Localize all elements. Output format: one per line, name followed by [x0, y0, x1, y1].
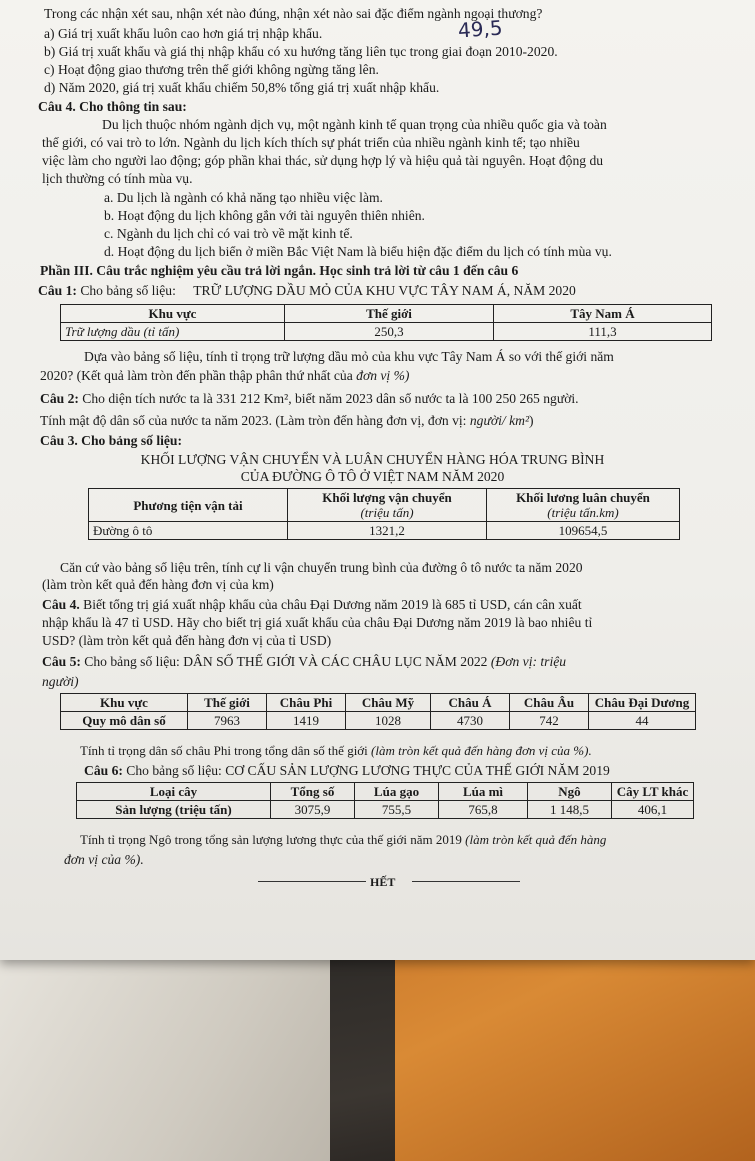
c4-lead: Câu 4. — [42, 597, 80, 612]
c3-header-turnover — [487, 489, 680, 522]
c5-question-a: Tính tỉ trọng dân số châu Phi trong tổng dân số thế giới — [80, 743, 372, 758]
q3-option-c: c) Hoạt động giao thương trên thế giới không ngừng tăng lên. — [44, 62, 379, 77]
c6-header-other: Cây LT khác — [612, 783, 694, 801]
c3-value-turnover: 109654,5 — [487, 522, 680, 540]
c3-row-label: Đường ô tô — [89, 522, 288, 540]
q3-option-b: b) Giá trị xuất khẩu và giá thị nhập khẩu có xu hướng tăng liên tục trong giai đoạn 2010-2020. — [44, 44, 558, 59]
q4-option-c: c. Ngành du lịch chỉ có vai trò về mặt kinh tế. — [104, 226, 353, 241]
q4-option-b: b. Hoạt động du lịch không gắn với tài nguyên thiên nhiên. — [104, 208, 425, 223]
c5-value-europe: 742 — [510, 712, 589, 730]
c1-lead: Câu 1: — [38, 283, 77, 298]
c6-header-corn: Ngô — [528, 783, 612, 801]
c3-header-turnover-unit: (triệu tấn.km) — [547, 505, 619, 520]
q4-option-d: d. Hoạt động du lịch biển ở miền Bắc Việt Nam là biểu hiện đặc điểm du lịch có tính mùa vụ. — [104, 244, 612, 259]
c1-prompt: Cho bảng số liệu: — [80, 283, 176, 298]
c5-row-label: Quy mô dân số — [61, 712, 188, 730]
q4-text-2: thế giới, có vai trò to lớn. Ngành du lịch kích thích sự phát triển của nhiều ngành kinh tế; tạo nhiều — [42, 135, 580, 150]
q4-text-1: Du lịch thuộc nhóm ngành dịch vụ, một ngành kinh tế quan trọng của nhiều quốc gia và toàn — [102, 117, 607, 132]
q4-option-a: a. Du lịch là ngành có khả năng tạo nhiều việc làm. — [104, 190, 383, 205]
q3-option-a: a) Giá trị xuất khẩu luôn cao hơn giá trị nhập khẩu. — [44, 26, 323, 41]
c1-header-region: Khu vực — [61, 305, 285, 323]
end-marker: HẾT — [370, 875, 396, 889]
c6-header-rice: Lúa gạo — [355, 783, 439, 801]
c6-lead: Câu 6: — [84, 763, 123, 778]
c5-table — [60, 693, 696, 730]
c2-line-2 — [40, 413, 534, 429]
q4-text-3: việc làm cho người lao động; góp phần khai thác, sử dụng hợp lý và hiệu quả tài nguyên. Hoạt động du — [42, 153, 604, 168]
q3-option-d: d) Năm 2020, giá trị xuất khẩu chiếm 50,8% tổng giá trị xuất nhập khẩu. — [44, 80, 440, 95]
c5-unit-2: người) — [42, 674, 79, 689]
c2-text-2a: Tính mật độ dân số của nước ta năm 2023. (Làm tròn đến hàng đơn vị, đơn vị: — [40, 413, 470, 428]
c3-header-vehicle: Phương tiện vận tải — [89, 489, 288, 522]
c1-row-label: Trữ lượng dầu (tỉ tấn) — [61, 323, 285, 341]
c3-title-1: KHỐI LƯỢNG VẬN CHUYỂN VÀ LUÂN CHUYỂN HÀNG HÓA TRUNG BÌNH — [140, 452, 605, 467]
c6-question-a: Tính tỉ trọng Ngô trong tổng sản lượng lương thực của thế giới năm 2019 — [80, 832, 466, 847]
c5-question-b: (làm tròn kết quả đến hàng đơn vị của %). — [371, 743, 592, 758]
c3-header-turnover-label: Khối lương luân chuyển — [516, 490, 650, 505]
c5-header-africa: Châu Phi — [267, 694, 346, 712]
c3-header-volume-unit: (triệu tấn) — [360, 505, 414, 520]
c3-lead: Câu 3. Cho bảng số liệu: — [40, 433, 183, 448]
c5-value-asia: 4730 — [431, 712, 510, 730]
c3-question-2: (làm tròn kết quả đến hàng đơn vị của km) — [42, 577, 274, 592]
c1-value-world: 250,3 — [285, 323, 494, 341]
c5-header-asia: Châu Á — [431, 694, 510, 712]
c6-table — [76, 782, 694, 819]
c4-text-1: Biết tổng trị giá xuất nhập khẩu của châu Đại Dương năm 2019 là 685 tỉ USD, cán cân xuất — [79, 597, 582, 612]
c5-unit-1: (Đơn vị: triệu — [490, 654, 567, 669]
c1-question-2b: đơn vị %) — [356, 368, 410, 383]
c5-header-america: Châu Mỹ — [346, 694, 431, 712]
c6-value-wheat: 765,8 — [439, 801, 528, 819]
c2-line-1 — [40, 391, 579, 407]
c5-header-world: Thế giới — [188, 694, 267, 712]
c5-value-oceania: 44 — [589, 712, 696, 730]
c3-header-volume-label: Khối lượng vận chuyển — [322, 490, 452, 505]
c1-table — [60, 304, 712, 341]
c5-lead: Câu 5: — [42, 654, 81, 669]
c2-lead: Câu 2: — [40, 391, 79, 406]
end-rule-right — [412, 881, 520, 882]
c1-question-1: Dựa vào bảng số liệu, tính tỉ trọng trữ lượng dầu mỏ của khu vực Tây Nam Á so với thế giới năm — [84, 349, 614, 364]
c2-text-2b: người/ km² — [469, 413, 530, 428]
c5-question — [80, 743, 592, 759]
c3-value-volume: 1321,2 — [288, 522, 487, 540]
c2-text-2c: ) — [529, 413, 534, 428]
c5-value-world: 7963 — [188, 712, 267, 730]
c5-value-america: 1028 — [346, 712, 431, 730]
intro-line: Trong các nhận xét sau, nhận xét nào đúng, nhận xét nào sai đặc điểm ngành ngoại thương? — [44, 6, 543, 21]
c6-value-rice: 755,5 — [355, 801, 439, 819]
c6-header-total: Tổng số — [271, 783, 355, 801]
q4-text-4: lịch thường có tính mùa vụ. — [42, 171, 193, 186]
c3-table — [88, 488, 680, 540]
c1-header-swasia: Tây Nam Á — [494, 305, 712, 323]
c6-value-other: 406,1 — [612, 801, 694, 819]
c6-row-label: Sản lượng (triệu tấn) — [77, 801, 271, 819]
c4-line-3: USD? (làm tròn kết quả đến hàng đơn vị của tỉ USD) — [42, 633, 332, 648]
handwritten-note: 49,5 — [457, 15, 504, 43]
c5-value-africa: 1419 — [267, 712, 346, 730]
c6-question-c: đơn vị của %). — [64, 852, 144, 867]
c6-value-total: 3075,9 — [271, 801, 355, 819]
c6-text-1: Cho bảng số liệu: CƠ CẤU SẢN LƯỢNG LƯƠNG THỰC CỦA THẾ GIỚI NĂM 2019 — [122, 763, 610, 778]
end-rule-left — [258, 881, 366, 882]
c1-question-2a: 2020? (Kết quả làm tròn đến phần thập phân thứ nhất của — [40, 368, 357, 383]
c6-header-wheat: Lúa mì — [439, 783, 528, 801]
c5-header-oceania: Châu Đại Dương — [589, 694, 696, 712]
c3-title-2: CỦA ĐƯỜNG Ô TÔ Ở VIỆT NAM NĂM 2020 — [240, 469, 505, 484]
c1-heading — [38, 283, 576, 299]
c5-line-1 — [42, 654, 566, 670]
c3-question-1: Căn cứ vào bảng số liệu trên, tính cự li vận chuyển trung bình của đường ô tô nước ta năm 2020 — [60, 560, 583, 575]
c5-header-region: Khu vực — [61, 694, 188, 712]
c3-header-volume — [288, 489, 487, 522]
c6-question — [80, 832, 606, 848]
c6-header-crop: Loại cây — [77, 783, 271, 801]
q4-title: Câu 4. Cho thông tin sau: — [38, 99, 187, 114]
c1-title: TRỮ LƯỢNG DẦU MỎ CỦA KHU VỰC TÂY NAM Á, NĂM 2020 — [193, 283, 576, 298]
part3-heading: Phần III. Câu trắc nghiệm yêu cầu trả lời ngắn. Học sinh trả lời từ câu 1 đến câu 6 — [40, 263, 519, 278]
c4-line-2: nhập khẩu là 47 tỉ USD. Hãy cho biết trị giá xuất khẩu của châu Đại Dương năm 2019 là bao nhiêu tỉ — [42, 615, 593, 630]
c6-question-b: (làm tròn kết quả đến hàng — [465, 832, 607, 847]
c6-line-1 — [84, 763, 610, 779]
c4-line-1 — [42, 597, 582, 613]
c1-header-world: Thế giới — [285, 305, 494, 323]
c1-value-swasia: 111,3 — [494, 323, 712, 341]
c2-text-1: Cho diện tích nước ta là 331 212 Km², biết năm 2023 dân số nước ta là 100 250 265 người. — [78, 391, 579, 406]
c5-header-europe: Châu Âu — [510, 694, 589, 712]
c1-question-2 — [40, 368, 409, 384]
c6-value-corn: 1 148,5 — [528, 801, 612, 819]
c5-text-1: Cho bảng số liệu: DÂN SỐ THẾ GIỚI VÀ CÁC CHÂU LỤC NĂM 2022 — [80, 654, 491, 669]
